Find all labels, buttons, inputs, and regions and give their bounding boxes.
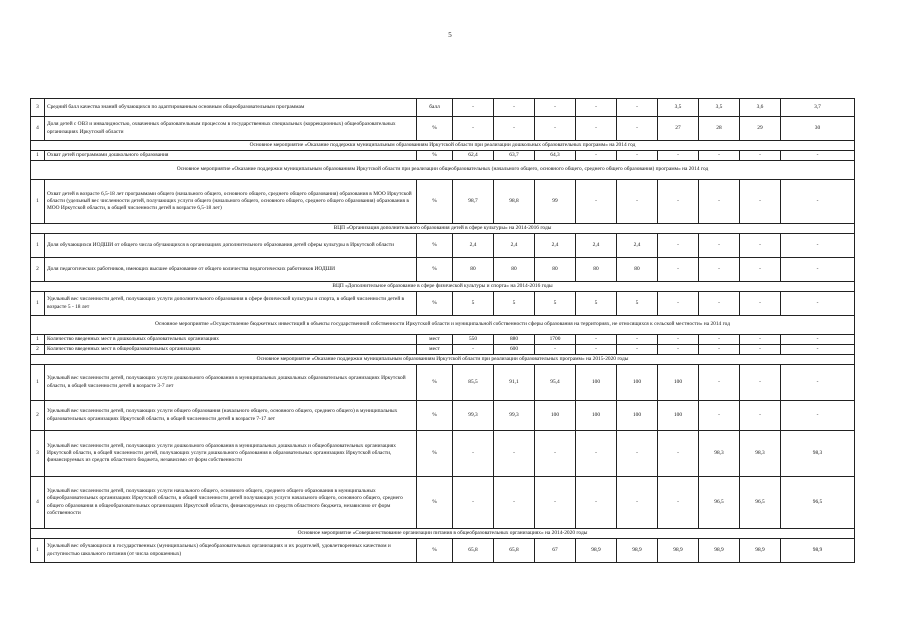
- value-cell: -: [658, 477, 699, 529]
- value-cell: 98,9: [576, 539, 617, 563]
- value-cell: 100: [576, 401, 617, 431]
- value-cell: -: [576, 180, 617, 224]
- value-cell: 5: [453, 292, 494, 316]
- row-number: 2: [31, 258, 45, 282]
- value-cell: 3,7: [781, 99, 855, 117]
- unit-cell: мест: [417, 335, 453, 345]
- value-cell: -: [494, 117, 535, 141]
- section-heading: ВЦП «Организация дополнительного образования детей в сфере культуры» на 2014-2016 годы: [31, 224, 855, 234]
- value-cell: 98,9: [740, 539, 781, 563]
- section-heading-row: [31, 224, 855, 234]
- value-cell: -: [658, 234, 699, 258]
- value-cell: 98,9: [617, 539, 658, 563]
- value-cell: -: [740, 258, 781, 282]
- table-row: [31, 539, 855, 563]
- section-heading-row: [31, 316, 855, 335]
- value-cell: 63,7: [494, 151, 535, 161]
- value-cell: 30: [781, 117, 855, 141]
- value-cell: 2,4: [453, 234, 494, 258]
- value-cell: -: [699, 345, 740, 355]
- unit-cell: мест: [417, 345, 453, 355]
- value-cell: 600: [494, 345, 535, 355]
- value-cell: 3,5: [658, 99, 699, 117]
- value-cell: -: [617, 431, 658, 477]
- value-cell: -: [535, 99, 576, 117]
- value-cell: 98,3: [699, 431, 740, 477]
- value-cell: 98,9: [781, 539, 855, 563]
- row-number: 1: [31, 180, 45, 224]
- section-heading-row: [31, 355, 855, 365]
- value-cell: 98,9: [699, 539, 740, 563]
- table-row: [31, 345, 855, 355]
- value-cell: 65,8: [453, 539, 494, 563]
- value-cell: -: [617, 151, 658, 161]
- row-number: 2: [31, 345, 45, 355]
- value-cell: -: [699, 335, 740, 345]
- section-heading: Основное мероприятие «Совершенствование организации питания в общеобразовательных организациях» на 2014-2020 годы: [31, 529, 855, 539]
- value-cell: -: [699, 292, 740, 316]
- value-cell: -: [699, 234, 740, 258]
- value-cell: -: [740, 180, 781, 224]
- value-cell: 100: [658, 365, 699, 401]
- value-cell: 550: [453, 335, 494, 345]
- unit-cell: %: [417, 401, 453, 431]
- value-cell: 99,3: [453, 401, 494, 431]
- value-cell: 100: [535, 401, 576, 431]
- row-number: 1: [31, 335, 45, 345]
- value-cell: -: [781, 234, 855, 258]
- value-cell: 27: [658, 117, 699, 141]
- table-row: [31, 99, 855, 117]
- value-cell: 85,5: [453, 365, 494, 401]
- value-cell: 880: [494, 335, 535, 345]
- value-cell: -: [699, 401, 740, 431]
- section-heading: Основное мероприятие «Оказание поддержки муниципальным образованиям Иркутской области при реализации общеобразовательных (начального общего, основного общего, среднего общего образования) программ» на 2014 год: [31, 161, 855, 180]
- value-cell: 95,4: [535, 365, 576, 401]
- indicator-name: Удельный вес численности детей, получающих услуги дошкольного образования в муниципальных дошкольных и общеобразовательных организациях Иркутской области, в общей численности детей, получающих услуги дошкольного образования в образовательных организациях Иркутской области, финансируемых из средств областного бюджета, независимо от форм собственности: [45, 431, 417, 477]
- unit-cell: %: [417, 431, 453, 477]
- unit-cell: %: [417, 258, 453, 282]
- value-cell: -: [740, 335, 781, 345]
- table-row: [31, 258, 855, 282]
- value-cell: -: [453, 345, 494, 355]
- value-cell: -: [658, 151, 699, 161]
- value-cell: 96,5: [740, 477, 781, 529]
- value-cell: 80: [535, 258, 576, 282]
- value-cell: 80: [453, 258, 494, 282]
- value-cell: -: [535, 117, 576, 141]
- value-cell: -: [576, 335, 617, 345]
- value-cell: -: [453, 117, 494, 141]
- value-cell: -: [576, 151, 617, 161]
- value-cell: 98,3: [781, 431, 855, 477]
- value-cell: -: [617, 180, 658, 224]
- value-cell: -: [576, 477, 617, 529]
- value-cell: 2,4: [617, 234, 658, 258]
- row-number: 2: [31, 401, 45, 431]
- value-cell: -: [740, 345, 781, 355]
- value-cell: -: [453, 477, 494, 529]
- value-cell: -: [617, 99, 658, 117]
- value-cell: 100: [617, 401, 658, 431]
- value-cell: -: [494, 477, 535, 529]
- value-cell: 28: [699, 117, 740, 141]
- value-cell: -: [699, 180, 740, 224]
- value-cell: 5: [617, 292, 658, 316]
- indicator-name: Удельный вес численности детей, получающих услуги дошкольного образования в муниципальных дошкольных образовательных организациях Иркутской области, в общей численности детей в возрасте 3-7 лет: [45, 365, 417, 401]
- table-row: [31, 151, 855, 161]
- table-row: [31, 292, 855, 316]
- value-cell: -: [535, 345, 576, 355]
- value-cell: 2,4: [576, 234, 617, 258]
- value-cell: -: [781, 335, 855, 345]
- value-cell: 2,4: [535, 234, 576, 258]
- value-cell: -: [658, 345, 699, 355]
- value-cell: 3,6: [740, 99, 781, 117]
- unit-cell: балл: [417, 99, 453, 117]
- indicator-name: Доля детей с ОВЗ и инвалидностью, охваченных образовательным процессом в государственных специальных (коррекционных) общеобразовательных организациях Иркутской области: [45, 117, 417, 141]
- indicator-name: Охват детей в возрасте 6,5-18 лет программами общего (начального общего, основного общего, среднего общего образования) образования в МОО Иркутской области (удельный вес численности детей, получающих услуги общего (начального общего, основного общего, среднего общего образования) образования в МОО Иркутской области, в общей численности детей в возрасте 6,5-18 лет): [45, 180, 417, 224]
- value-cell: -: [781, 365, 855, 401]
- value-cell: -: [658, 431, 699, 477]
- value-cell: 96,5: [699, 477, 740, 529]
- value-cell: -: [658, 292, 699, 316]
- value-cell: -: [535, 477, 576, 529]
- value-cell: -: [658, 258, 699, 282]
- value-cell: -: [699, 258, 740, 282]
- table-row: [31, 234, 855, 258]
- section-heading: Основное мероприятие «Оказание поддержки муниципальным образованиям Иркутской области при реализации образовательных программ» на 2015-2020 годы: [31, 355, 855, 365]
- section-heading: Основное мероприятие «Оказание поддержки муниципальным образованиям Иркутской области при реализации дошкольных образовательных программ» на 2014 год: [31, 141, 855, 151]
- value-cell: 98,9: [658, 539, 699, 563]
- indicators-table: [30, 98, 855, 563]
- value-cell: 80: [617, 258, 658, 282]
- unit-cell: %: [417, 539, 453, 563]
- value-cell: -: [576, 431, 617, 477]
- value-cell: -: [453, 99, 494, 117]
- unit-cell: %: [417, 234, 453, 258]
- row-number: 3: [31, 431, 45, 477]
- table-row: [31, 117, 855, 141]
- value-cell: -: [781, 401, 855, 431]
- value-cell: -: [617, 477, 658, 529]
- row-number: 3: [31, 99, 45, 117]
- row-number: 1: [31, 365, 45, 401]
- section-heading-row: [31, 529, 855, 539]
- value-cell: -: [617, 117, 658, 141]
- value-cell: -: [781, 180, 855, 224]
- value-cell: 100: [576, 365, 617, 401]
- unit-cell: %: [417, 477, 453, 529]
- unit-cell: %: [417, 180, 453, 224]
- row-number: 4: [31, 477, 45, 529]
- value-cell: -: [576, 345, 617, 355]
- value-cell: 80: [576, 258, 617, 282]
- value-cell: -: [699, 151, 740, 161]
- value-cell: 96,5: [781, 477, 855, 529]
- table-row: [31, 401, 855, 431]
- value-cell: 3,5: [699, 99, 740, 117]
- value-cell: -: [781, 345, 855, 355]
- value-cell: 1700: [535, 335, 576, 345]
- indicator-name: Удельный вес обучающихся в государственных (муниципальных) общеобразовательных организациях и их родителей, удовлетворенных качеством и доступностью школьного питания (от числа опрошенных): [45, 539, 417, 563]
- value-cell: -: [453, 431, 494, 477]
- value-cell: -: [658, 335, 699, 345]
- section-heading-row: [31, 141, 855, 151]
- value-cell: 5: [535, 292, 576, 316]
- value-cell: -: [576, 117, 617, 141]
- indicator-name: Удельный вес численности детей, получающих услуги начального общего, основного общего, среднего общего образования в муниципальных общеобразовательных организациях Иркутской области, в общей численности детей получающих услуги начального общего, основного общего, среднего общего образования в общеобразовательных организациях Иркутской области, финансируемых из средств областного бюджета, независимо от форм собственности: [45, 477, 417, 529]
- section-heading: Основное мероприятие «Осуществление бюджетных инвестиций в объекты государственной собственности Иркутской области и муниципальной собственности сферы образования на территориях, не относящихся к сельской местности» на 2014 год: [31, 316, 855, 335]
- value-cell: -: [740, 365, 781, 401]
- value-cell: -: [494, 99, 535, 117]
- value-cell: -: [494, 431, 535, 477]
- value-cell: 5: [494, 292, 535, 316]
- indicator-name: Удельный вес численности детей, получающих услуги дополнительного образования в сфере физической культуры и спорта, в общей численности детей в возрасте 5 - 18 лет: [45, 292, 417, 316]
- table-row: [31, 477, 855, 529]
- value-cell: 65,8: [494, 539, 535, 563]
- value-cell: 98,8: [494, 180, 535, 224]
- value-cell: -: [699, 365, 740, 401]
- row-number: 1: [31, 151, 45, 161]
- value-cell: 29: [740, 117, 781, 141]
- value-cell: -: [617, 345, 658, 355]
- value-cell: 100: [617, 365, 658, 401]
- table-row: [31, 365, 855, 401]
- value-cell: 99,3: [494, 401, 535, 431]
- value-cell: -: [781, 292, 855, 316]
- value-cell: 99: [535, 180, 576, 224]
- section-heading-row: [31, 282, 855, 292]
- row-number: 4: [31, 117, 45, 141]
- unit-cell: %: [417, 117, 453, 141]
- indicator-name: Удельный вес численности детей, получающих услуги общего образования (начального общего, основного общего, среднего общего) в муниципальных образовательных организациях Иркутской области, в общей численности детей в возрасте 7-17 лет: [45, 401, 417, 431]
- indicator-name: Количество введенных мест в общеобразовательных организациях: [45, 345, 417, 355]
- value-cell: 98,3: [740, 431, 781, 477]
- page-number: 5: [448, 31, 452, 39]
- value-cell: -: [535, 431, 576, 477]
- value-cell: 2,4: [494, 234, 535, 258]
- unit-cell: %: [417, 365, 453, 401]
- value-cell: -: [617, 335, 658, 345]
- value-cell: -: [740, 292, 781, 316]
- value-cell: -: [781, 151, 855, 161]
- value-cell: -: [740, 151, 781, 161]
- indicator-name: Доля педагогических работников, имеющих высшее образование от общего количества педагогических работников ИОДШИ: [45, 258, 417, 282]
- value-cell: 62,4: [453, 151, 494, 161]
- row-number: 1: [31, 539, 45, 563]
- row-number: 1: [31, 234, 45, 258]
- value-cell: 67: [535, 539, 576, 563]
- table-row: [31, 180, 855, 224]
- section-heading-row: [31, 161, 855, 180]
- value-cell: 5: [576, 292, 617, 316]
- value-cell: -: [740, 401, 781, 431]
- table-body: [31, 99, 855, 563]
- unit-cell: %: [417, 292, 453, 316]
- indicator-name: Средний балл качества знаний обучающихся по адаптированным основным общеобразовательным программам: [45, 99, 417, 117]
- value-cell: -: [658, 180, 699, 224]
- value-cell: 91,1: [494, 365, 535, 401]
- indicator-name: Доля обучающихся ИОДШИ от общего числа обучающихся в организациях дополнительного образования детей сферы культуры в Иркутской области: [45, 234, 417, 258]
- value-cell: -: [740, 234, 781, 258]
- row-number: 1: [31, 292, 45, 316]
- table-row: [31, 431, 855, 477]
- indicator-name: Количество введенных мест в дошкольных образовательных организациях: [45, 335, 417, 345]
- value-cell: -: [781, 258, 855, 282]
- value-cell: -: [576, 99, 617, 117]
- table-row: [31, 335, 855, 345]
- value-cell: 100: [658, 401, 699, 431]
- value-cell: 98,7: [453, 180, 494, 224]
- unit-cell: %: [417, 151, 453, 161]
- section-heading: ВЦП «Дополнительное образование в сфере физической культуры и спорта» на 2014-2016 годы: [31, 282, 855, 292]
- value-cell: 80: [494, 258, 535, 282]
- value-cell: 64,3: [535, 151, 576, 161]
- indicator-name: Охват детей программами дошкольного образования: [45, 151, 417, 161]
